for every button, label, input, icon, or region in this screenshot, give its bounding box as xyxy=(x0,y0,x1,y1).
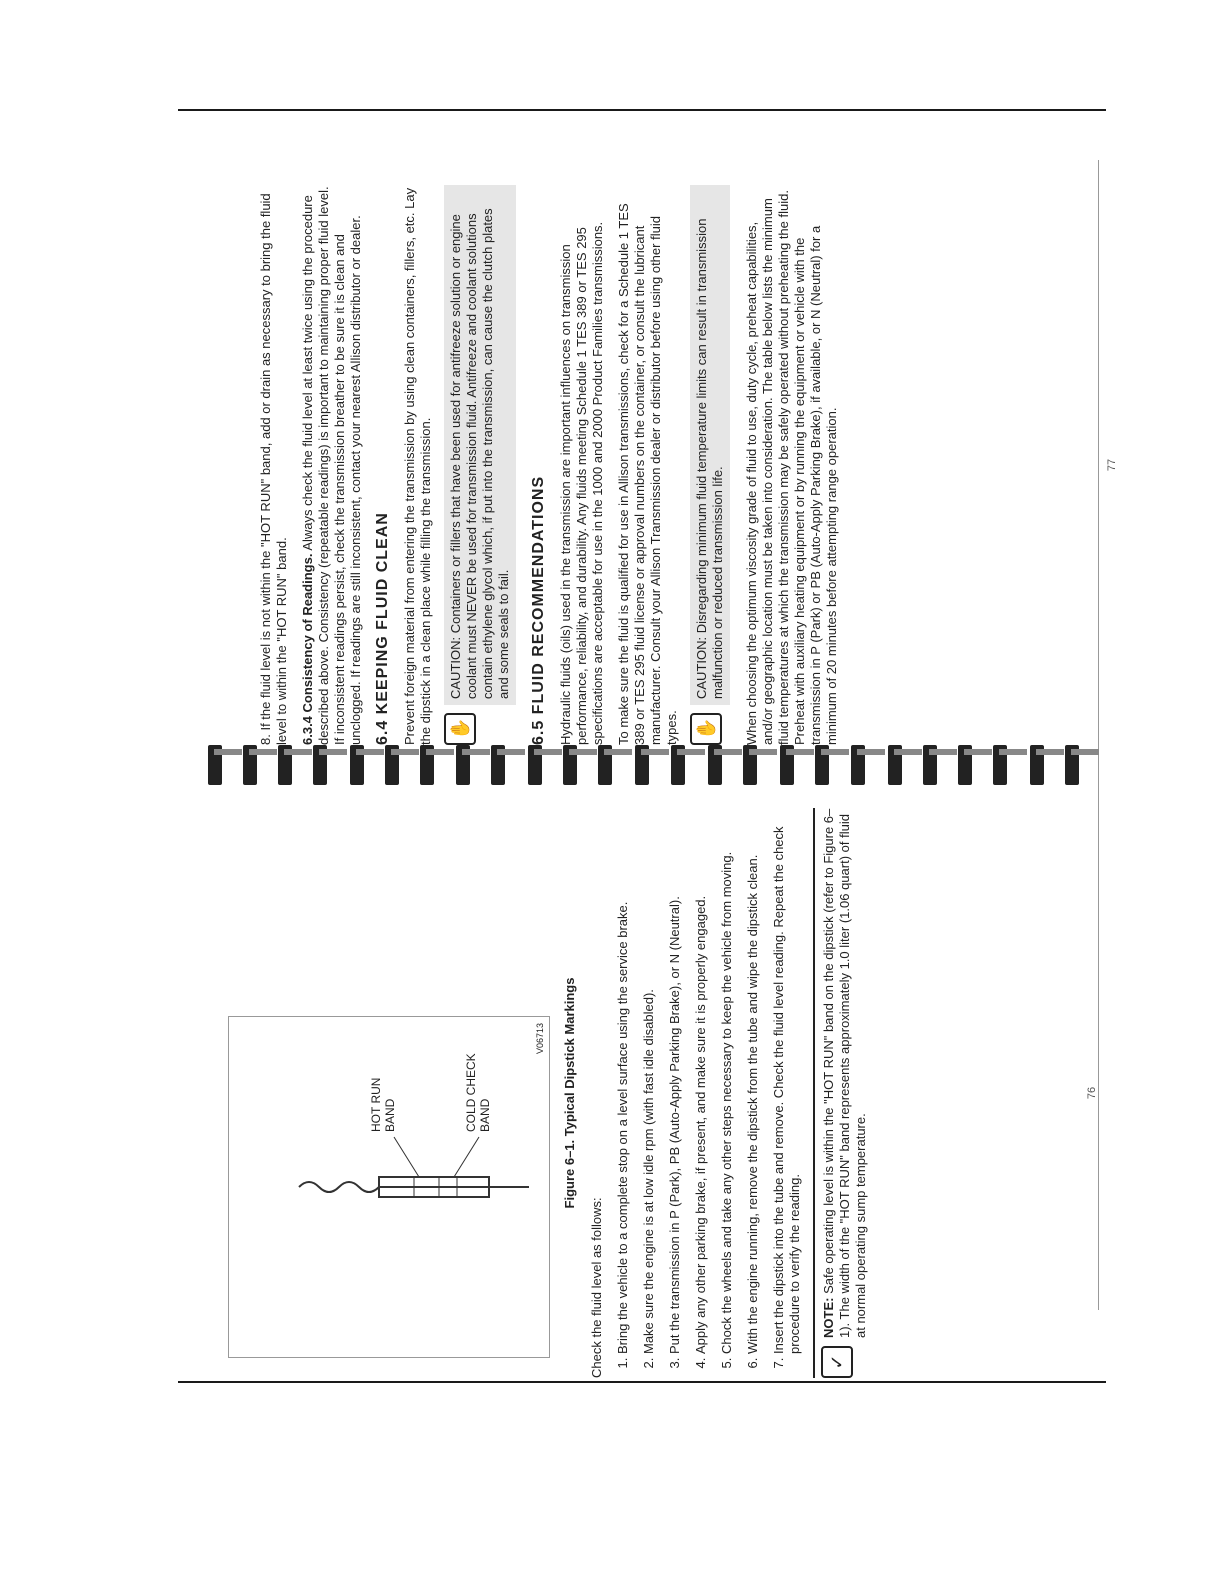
caution-text-2: CAUTION: Disregarding minimum fluid temperature limits can result in transmission malfunction or reduced transmission life. xyxy=(690,185,730,705)
step-item: 7. Insert the dipstick into the tube and remove. Check the fluid level reading. Repeat the check procedure to verify the reading. xyxy=(771,808,803,1354)
binder-ring xyxy=(278,745,292,785)
binder-ring xyxy=(420,745,434,785)
section-6-3-4-heading: 6.3.4 Consistency of Readings. xyxy=(300,553,315,745)
step-item: 2. Make sure the engine is at low idle rpm (with fast idle disabled). xyxy=(641,808,657,1354)
binder-ring xyxy=(491,745,505,785)
steps-intro: Check the fluid level as follows: xyxy=(589,1197,604,1378)
figure-code: V06713 xyxy=(535,1023,545,1055)
binder-ring xyxy=(456,745,470,785)
para-6-5-b: To make sure the fluid is qualified for use in Allison transmissions, check for a Schedule 1 TES 389 or TES 295 fluid license or approval numbers on the container, or consult the lubricant manufacturer. Consult your Allison Transmission dealer or distributor before using other fluid types. xyxy=(616,203,679,745)
binder-ring xyxy=(780,745,794,785)
binder-ring xyxy=(851,745,865,785)
binder-ring xyxy=(1030,745,1044,785)
top-rule xyxy=(178,109,1106,111)
step-item: 4. Apply any other parking brake, if present, and make sure it is properly engaged. xyxy=(693,808,709,1354)
gutter-line xyxy=(1098,160,1099,1310)
section-6-3-4-text: Always check the fluid level at least twice using the procedure described above. Consistency (repeatable readings) is important to maintaining proper fluid level. If inconsistent readings persist, check the transmission breather to be sure it is clean and unclogged. If readings are still inconsistent, contact your nearest Allison distributor or dealer. xyxy=(300,186,363,745)
binder-ring xyxy=(671,745,685,785)
check-steps xyxy=(615,808,803,1378)
para-6-5-c: When choosing the optimum viscosity grade of fluid to use, duty cycle, preheat capabilities, and/or geographic location must be taken into consideration. The table below lists the minimum fluid temperatures at which the transmission may be safely operated without preheating the fluid. Preheat with auxiliary heating equipment or by running the equipment or vehicle with the transmission in P (Park) or PB (Auto-Apply Parking Brake), if available, or N (Neutral) for a minimum of 20 minutes before attempting range operation. xyxy=(744,190,839,745)
bottom-rule xyxy=(178,1381,1106,1383)
caution-callout-2 xyxy=(690,185,730,745)
binder-ring xyxy=(993,745,1007,785)
note-label: NOTE: xyxy=(821,1297,836,1338)
hand-warning-icon: ✋ xyxy=(690,713,722,745)
step-item: 1. Bring the vehicle to a complete stop on a level surface using the service brake. xyxy=(615,808,631,1354)
binder-ring xyxy=(923,745,937,785)
binder-ring xyxy=(708,745,722,785)
note-text: Safe operating level is within the "HOT RUN" band on the dipstick (refer to Figure 6–1). The width of the "HOT RUN" band represents approximately 1.0 liter (1.06 quart) of fluid at normal operating sump temperature. xyxy=(821,808,868,1338)
note-rule xyxy=(813,808,815,1378)
binder-ring xyxy=(243,745,257,785)
hand-warning-icon: ✋ xyxy=(444,713,476,745)
binder-ring xyxy=(958,745,972,785)
step-8: 8. If the fluid level is not within the "HOT RUN" band, add or drain as necessary to bring the fluid level to within the "HOT RUN" band. xyxy=(258,193,289,745)
page-77 xyxy=(258,185,1118,745)
step-item: 3. Put the transmission in P (Park), PB (Auto-Apply Parking Brake), or N (Neutral). xyxy=(667,808,683,1354)
step-item: 6. With the engine running, remove the dipstick from the tube and wipe the dipstick clean. xyxy=(745,808,761,1354)
binder-ring xyxy=(1065,745,1079,785)
figure-caption: Figure 6–1. Typical Dipstick Markings xyxy=(562,977,577,1209)
hot-run-label: HOT RUN BAND xyxy=(369,1077,397,1132)
para-6-4: Prevent foreign material from entering the transmission by using clean containers, fillers, etc. Lay the dipstick in a clean place while filling the transmission. xyxy=(402,187,433,745)
binder-ring xyxy=(815,745,829,785)
heading-6-5: 6.5 FLUID RECOMMENDATIONS xyxy=(530,475,547,745)
binder-ring xyxy=(350,745,364,785)
caution-callout-1 xyxy=(444,185,516,745)
binder-ring xyxy=(385,745,399,785)
page-number: 77 xyxy=(1106,458,1118,472)
cold-check-label: COLD CHECK BAND xyxy=(464,1053,492,1132)
caution-text-1: CAUTION: Containers or fillers that have been used for antifreeze solution or engine coolant must NEVER be used for transmission fluid. Antifreeze and coolant solutions contain ethylene glycol which, if put into the transmission, can cause the clutch plates and some seals to fail. xyxy=(444,185,516,705)
binder-ring xyxy=(635,745,649,785)
dipstick-figure xyxy=(228,1016,550,1358)
dipstick-illustration xyxy=(229,1017,549,1357)
binder-ring xyxy=(313,745,327,785)
step-item: 5. Chock the wheels and take any other steps necessary to keep the vehicle from moving. xyxy=(719,808,735,1354)
section-6-3-4 xyxy=(300,185,364,745)
page-76 xyxy=(228,808,1098,1378)
checkmark-icon: ✓ xyxy=(821,1346,853,1378)
heading-6-4: 6.4 KEEPING FLUID CLEAN xyxy=(374,512,391,745)
note-callout xyxy=(821,808,869,1378)
binder-ring xyxy=(563,745,577,785)
binder-ring xyxy=(888,745,902,785)
binder-ring xyxy=(743,745,757,785)
binder-ring xyxy=(598,745,612,785)
page-number: 76 xyxy=(1086,1086,1098,1100)
para-6-5-a: Hydraulic fluids (oils) used in the transmission are important influences on transmission performance, reliability, and durability. Any fluids meeting Schedule 1 TES 389 or TES 295 specifications are acceptable for use in the 1000 and 2000 Product Families transmissions. xyxy=(558,221,605,745)
binder-ring xyxy=(208,745,222,785)
binder-ring xyxy=(528,745,542,785)
